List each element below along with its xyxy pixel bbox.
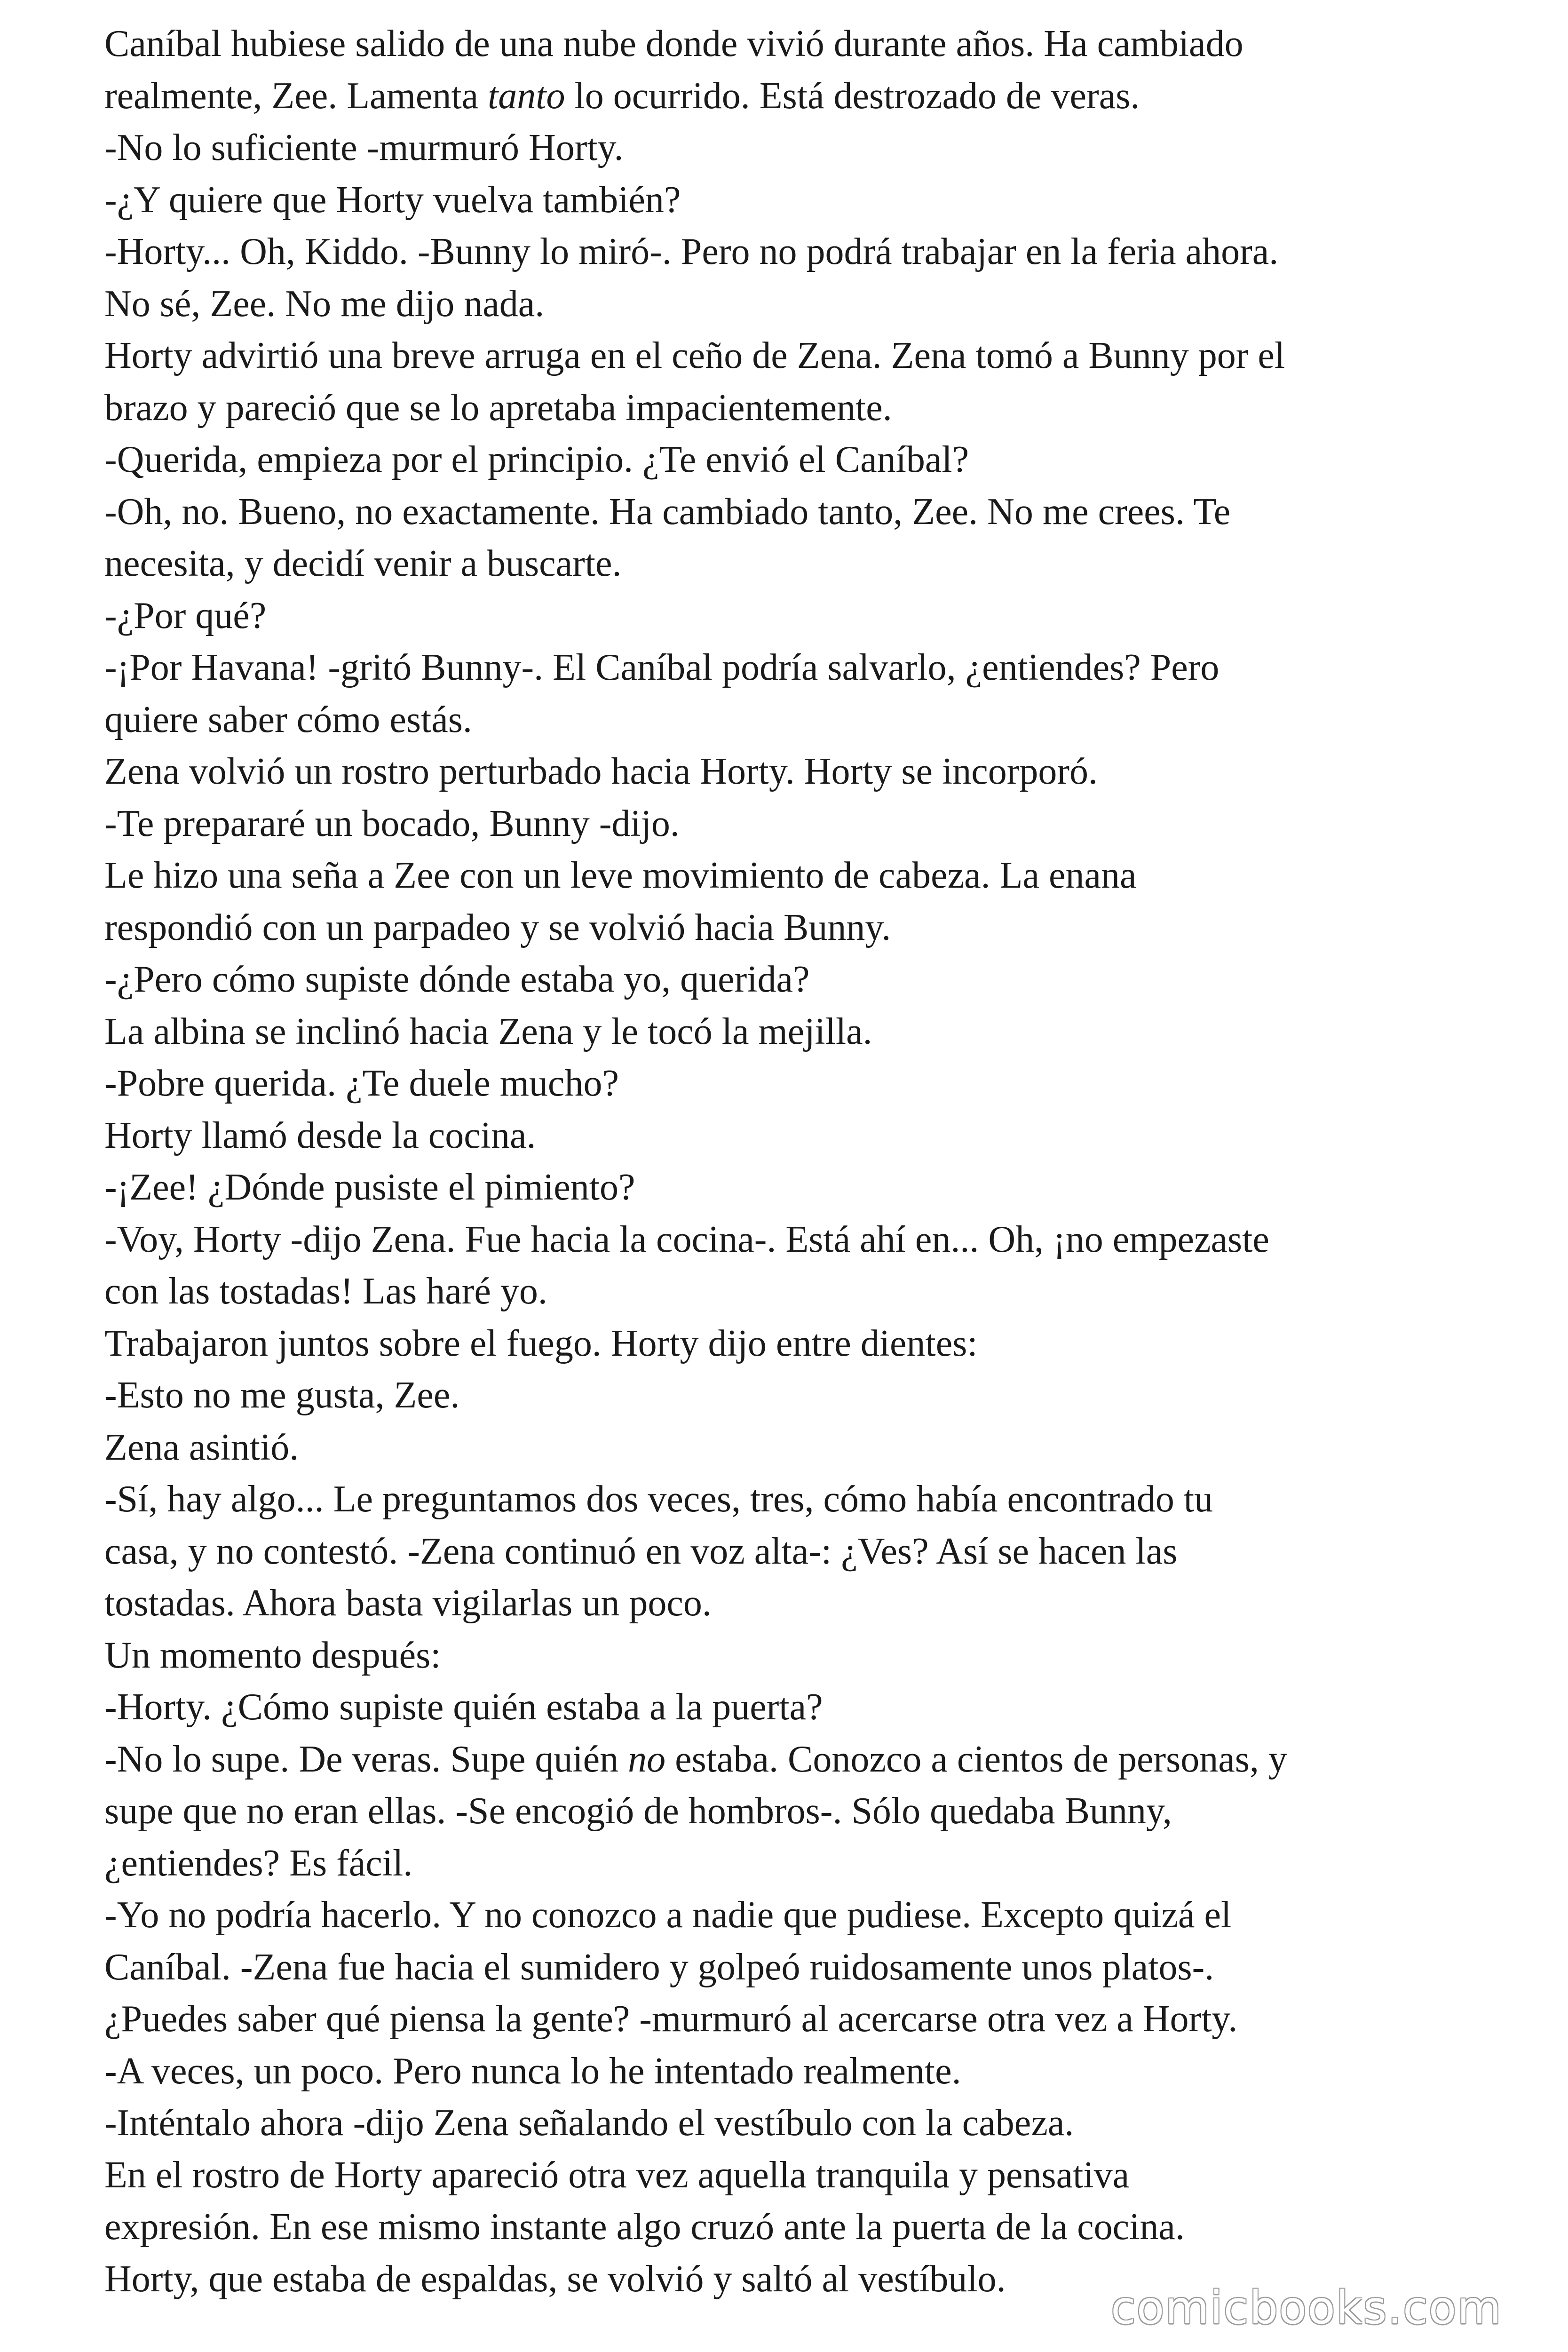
text-line: Zena volvió un rostro perturbado hacia Horty. Horty se incorporó. [104,751,1098,792]
text-line: -¿Por qué? [104,595,267,636]
emphasis: tanto [488,75,565,117]
text-line: necesita, y decidí venir a buscarte. [104,543,622,584]
text-line: Zena asintió. [104,1426,299,1468]
text-line: -Inténtalo ahora -dijo Zena señalando el vestíbulo con la cabeza. [104,2102,1074,2144]
text-line: quiere saber cómo estás. [104,699,472,740]
text-line: En el rostro de Horty apareció otra vez aquella tranquila y pensativa [104,2154,1130,2196]
text-line: -A veces, un poco. Pero nunca lo he intentado realmente. [104,2050,961,2092]
text-line: supe que no eran ellas. -Se encogió de hombros-. Sólo quedaba Bunny, [104,1790,1172,1832]
text-line: -Horty. ¿Cómo supiste quién estaba a la puerta? [104,1686,823,1728]
text-line: -¿Pero cómo supiste dónde estaba yo, querida? [104,959,810,1000]
text-line: Horty llamó desde la cocina. [104,1114,536,1156]
text-line: ¿entiendes? Es fácil. [104,1842,413,1884]
text-line: -Te prepararé un bocado, Bunny -dijo. [104,803,680,844]
watermark: comicbooks.com [1110,2281,1502,2334]
text-line: tostadas. Ahora basta vigilarlas un poco. [104,1582,712,1624]
text-line: -No lo suficiente -murmuró Horty. [104,127,624,168]
text-line: -¡Por Havana! -gritó Bunny-. El Caníbal podría salvarlo, ¿entiendes? Pero [104,647,1220,688]
text-line: -Oh, no. Bueno, no exactamente. Ha cambiado tanto, Zee. No me crees. Te [104,491,1231,532]
text-line: realmente, Zee. Lamenta tanto lo ocurrido. Está destrozado de veras. [104,75,1140,117]
text-line: Caníbal hubiese salido de una nube donde vivió durante años. Ha cambiado [104,23,1243,64]
text-line: Trabajaron juntos sobre el fuego. Horty dijo entre dientes: [104,1322,978,1364]
text-line: con las tostadas! Las haré yo. [104,1271,547,1312]
text-line: casa, y no contestó. -Zena continuó en voz alta-: ¿Ves? Así se hacen las [104,1530,1178,1572]
text-line: ¿Puedes saber qué piensa la gente? -murmuró al acercarse otra vez a Horty. [104,1998,1238,2040]
text-line: -Sí, hay algo... Le preguntamos dos veces, tres, cómo había encontrado tu [104,1478,1213,1520]
text-line: La albina se inclinó hacia Zena y le tocó la mejilla. [104,1010,872,1052]
text-line: Horty, que estaba de espaldas, se volvió y saltó al vestíbulo. [104,2258,1006,2300]
text-line: Horty advirtió una breve arruga en el ceño de Zena. Zena tomó a Bunny por el [104,335,1285,376]
text-line: -Voy, Horty -dijo Zena. Fue hacia la cocina-. Está ahí en... Oh, ¡no empezaste [104,1218,1269,1260]
text-line: -Horty... Oh, Kiddo. -Bunny lo miró-. Pero no podrá trabajar en la feria ahora. [104,231,1279,272]
text-line: No sé, Zee. No me dijo nada. [104,283,545,325]
body-text [104,18,1520,2305]
text-line: -No lo supe. De veras. Supe quién no estaba. Conozco a cientos de personas, y [104,1738,1287,1780]
text-line: -Pobre querida. ¿Te duele mucho? [104,1063,619,1104]
text-line: -Yo no podría hacerlo. Y no conozco a nadie que pudiese. Excepto quizá el [104,1894,1232,1936]
text-line: -¿Y quiere que Horty vuelva también? [104,179,681,221]
text-line: respondió con un parpadeo y se volvió hacia Bunny. [104,906,891,948]
text-line: -Esto no me gusta, Zee. [104,1375,460,1416]
text-line: Le hizo una seña a Zee con un leve movimiento de cabeza. La enana [104,855,1137,896]
emphasis: no [628,1738,666,1780]
text-line: Un momento después: [104,1634,441,1676]
text-line: Caníbal. -Zena fue hacia el sumidero y golpeó ruidosamente unos platos-. [104,1946,1214,1988]
text-line: -¡Zee! ¿Dónde pusiste el pimiento? [104,1167,635,1208]
text-line: -Querida, empieza por el principio. ¿Te envió el Caníbal? [104,439,969,480]
text-line: expresión. En ese mismo instante algo cruzó ante la puerta de la cocina. [104,2206,1185,2248]
text-line: brazo y pareció que se lo apretaba impacientemente. [104,387,892,429]
